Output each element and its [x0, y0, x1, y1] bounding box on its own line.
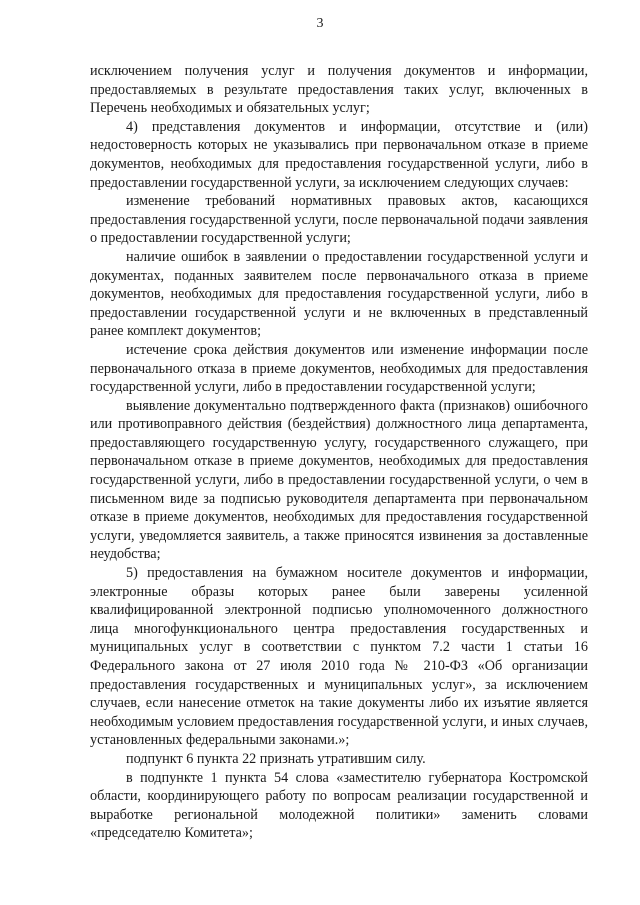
- paragraph-item-54: в подпункте 1 пункта 54 слова «заместителю губернатора Костромской области, координирующего работу по вопросам реализации государственной и выработке региональной молодежной политики» заменить словами «председателю Комитета»;: [90, 769, 588, 842]
- paragraph-continuation: исключением получения услуг и получения документов и информации, предоставляемых в результате предоставления таких услуг, включенных в Перечень необходимых и обязательных услуг;: [90, 63, 588, 117]
- paragraph-item-4: 4) представления документов и информации, отсутствие и (или) недостоверность которых не указывались при первоначальном отказе в приеме документов, необходимых для предоставления государственной услуги, либо в предоставлении государственной услуги, за исключением следующих случаев:: [90, 118, 588, 191]
- paragraph-exception-2: наличие ошибок в заявлении о предоставлении государственной услуги и документах, поданных заявителем после первоначального отказа в приеме документов, необходимых для предоставления государственной услуги, либо в предоставлении государственной услуги и не включенных в представленный ранее комплект документов;: [90, 248, 588, 340]
- paragraph-exception-3: истечение срока действия документов или изменение информации после первоначального отказа в приеме документов, необходимых для предоставления государственной услуги, либо в предоставлении государственной услуги;: [90, 341, 588, 396]
- paragraph-exception-4: выявление документально подтвержденного факта (признаков) ошибочного или противоправного действия (бездействия) должностного лица департамента, предоставляющего государственную услугу, государственного служащего, при первоначальном отказе в приеме документов, необходимых для предоставления государственной услуги, либо в предоставлении государственной услуги, о чем в письменном виде за подписью руководителя департамента при первоначальном отказе в приеме документов, необходимых для предоставления государственной услуги, уведомляется заявитель, а также приносятся извинения за доставленные неудобства;: [90, 397, 588, 563]
- paragraph-exception-1: изменение требований нормативных правовых актов, касающихся предоставления государственной услуги, после первоначальной подачи заявления о предоставлении государственной услуги;: [90, 193, 588, 247]
- paragraph-item-5: 5) предоставления на бумажном носителе документов и информации, электронные образы которых ранее были заверены усиленной квалифицированной электронной подписью уполномоченного должностного лица многофункционального центра предоставления государственных и муниципальных услуг в соответствии с пунктом 7.2 части 1 статьи 16 Федерального закона от 27 июля 2010 года № 210-ФЗ «Об организации предоставления государственных и муниципальных услуг», за исключением случаев, если нанесение отметок на такие документы либо их изъятие является необходимым условием предоставления государственной услуги, и иных случаев, установленных федеральными законами.»;: [90, 565, 588, 749]
- document-body: [90, 62, 588, 843]
- paragraph-subitem-6: подпункт 6 пункта 22 признать утратившим силу.: [126, 750, 426, 767]
- page-number: 3: [316, 16, 324, 31]
